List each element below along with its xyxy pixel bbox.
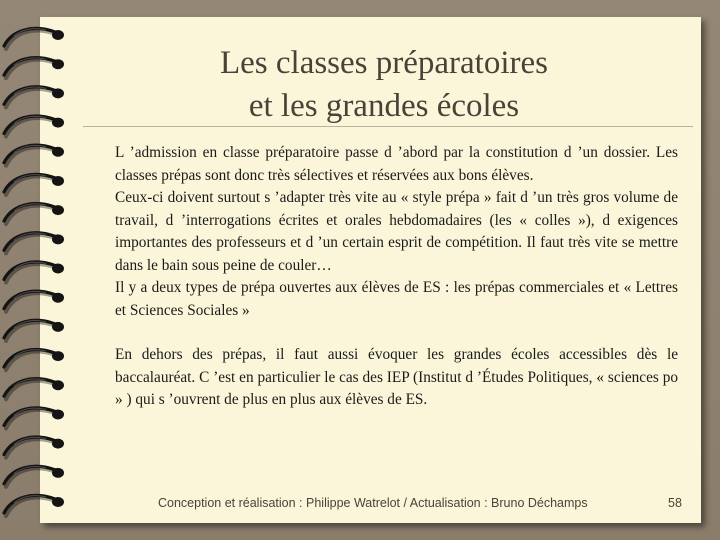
binding-ring bbox=[4, 174, 64, 195]
title-line-1: Les classes préparatoires bbox=[219, 45, 549, 81]
binding-ring bbox=[4, 58, 64, 79]
binding-ring bbox=[4, 408, 64, 429]
paragraph-style-prepa: Ceux-ci doivent surtout s ’adapter très vite au « style prépa » fait d ’un très gros volume de travail, d ’interrogations écrites et orales hebdomadaires (les « colles »), d exigences importantes des professeurs et d ’un certain esprit de compétition. Il faut très vite se mettre dans le bain sous peine de couler… bbox=[115, 189, 678, 274]
title-divider bbox=[83, 126, 693, 127]
binding-ring bbox=[4, 320, 64, 341]
binding-ring bbox=[4, 145, 64, 166]
binding-ring bbox=[4, 437, 64, 458]
binding-ring bbox=[4, 262, 64, 283]
slide-title bbox=[82, 42, 686, 128]
page-number: 58 bbox=[668, 496, 682, 510]
title-line-2: et les grandes écoles bbox=[248, 88, 520, 124]
binding-ring bbox=[4, 116, 64, 137]
binding-ring bbox=[4, 204, 64, 225]
slide-body bbox=[115, 142, 678, 412]
footer-credits: Conception et réalisation : Philippe Watrelot / Actualisation : Bruno Déchamps bbox=[158, 496, 588, 510]
paragraph-admission: L ’admission en classe préparatoire passe d ’abord par la constitution d ’un dossier. Les classes prépas sont donc très sélectives et réservées aux bons élèves. bbox=[115, 144, 678, 184]
paragraph-prepa-types: Il y a deux types de prépa ouvertes aux élèves de ES : les prépas commerciales et « Lettres et Sciences Sociales » bbox=[115, 279, 678, 319]
binding-ring bbox=[4, 233, 64, 254]
paragraph-grandes-ecoles: En dehors des prépas, il faut aussi évoquer les grandes écoles accessibles dès le baccalauréat. C ’est en particulier le cas des IEP (Institut d ’Études Politiques, « sciences po » ) qui s ’ouvrent de plus en plus aux élèves de ES. bbox=[115, 346, 678, 408]
binding-ring bbox=[4, 495, 64, 516]
binding-ring bbox=[4, 379, 64, 400]
binding-ring bbox=[4, 466, 64, 487]
binding-ring bbox=[4, 28, 64, 49]
spiral-binding-icon bbox=[0, 0, 80, 540]
binding-ring bbox=[4, 291, 64, 312]
binding-ring bbox=[4, 87, 64, 108]
binding-ring bbox=[4, 350, 64, 371]
